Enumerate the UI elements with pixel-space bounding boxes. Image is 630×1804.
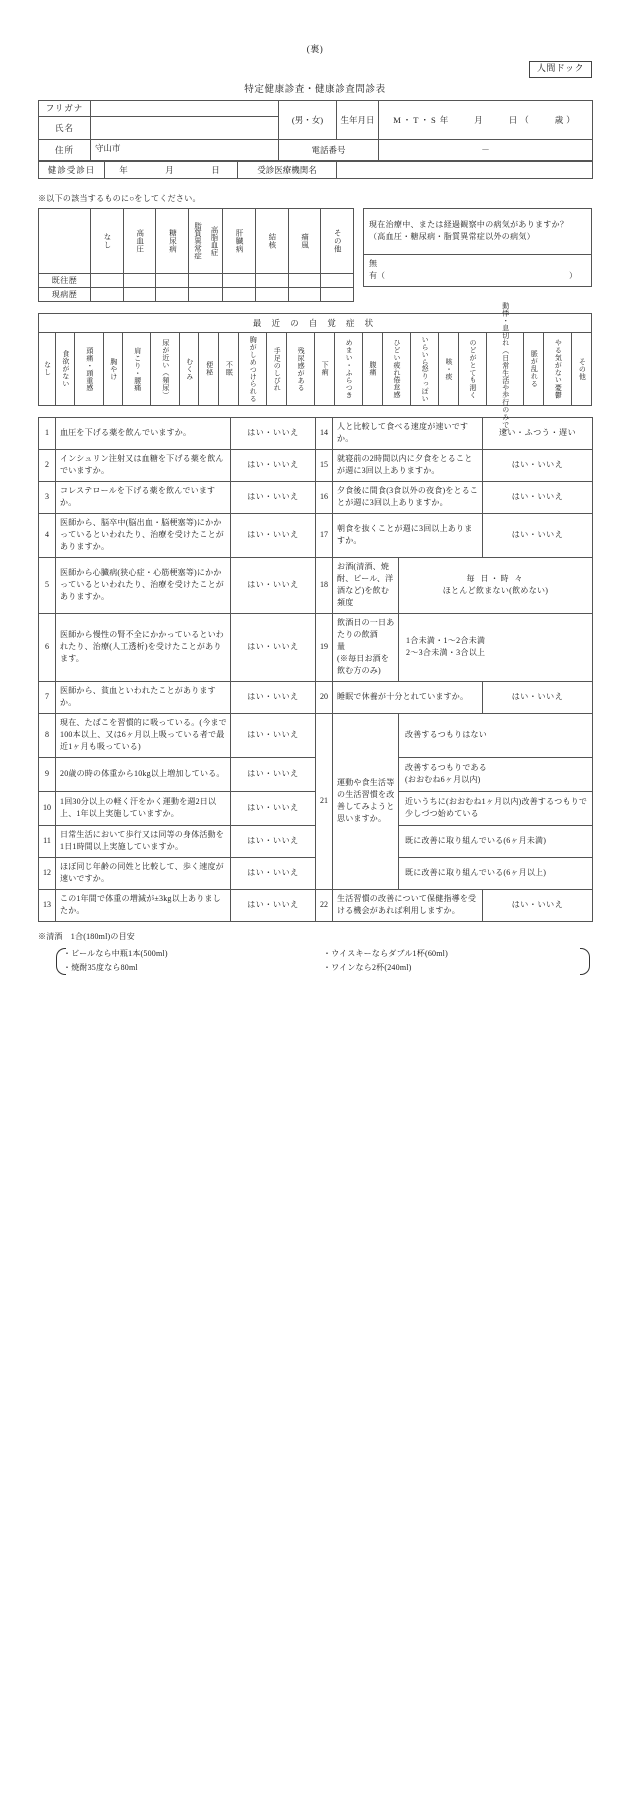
tel-label: 電話番号 — [279, 139, 379, 160]
q16-number: 16 — [316, 481, 333, 513]
q22-text: 生活習慣の改善について保健指導を受ける機会があれば利用しますか。 — [333, 889, 483, 921]
history-col-liver: 肝臓病 — [223, 208, 256, 273]
q4-answer[interactable]: はい・いいえ — [231, 513, 316, 557]
personal-info-table — [38, 100, 593, 161]
q7-answer[interactable]: はい・いいえ — [231, 681, 316, 713]
symptom-cell-palpitations[interactable]: 動悸・息切れ （日常生活や 歩行のみで） — [486, 332, 523, 405]
q14-answer[interactable]: 速い・ふつう・遅い — [483, 417, 593, 449]
q21-option-3[interactable]: 近いうちに(おおむね1ヶ月以内)改善するつもりで少しづつ始めている — [399, 791, 593, 825]
q17-number: 17 — [316, 513, 333, 557]
birthdate-pattern: 年 月 日（ 歳） — [439, 114, 578, 125]
q19-answer-line2[interactable]: 2～3合未満・3合以上 — [406, 648, 486, 658]
brace-left-icon — [54, 946, 63, 978]
q8-number: 8 — [39, 713, 56, 757]
q10-answer[interactable]: はい・いいえ — [231, 791, 316, 825]
history-treatment-zone — [38, 208, 592, 302]
sex-label[interactable]: (男・女) — [279, 100, 337, 139]
q21-option-1[interactable]: 改善するつもりはない — [399, 713, 593, 757]
history-cell[interactable] — [189, 287, 223, 301]
footnote-section — [38, 931, 592, 977]
q5-number: 5 — [39, 557, 56, 613]
table-row — [39, 481, 593, 513]
exam-date-label: 健診受診日 — [39, 161, 105, 178]
q18-number: 18 — [316, 557, 333, 613]
questionnaire-page — [0, 42, 630, 973]
table-row — [39, 100, 593, 116]
q3-number: 3 — [39, 481, 56, 513]
history-cell[interactable] — [156, 273, 189, 287]
q18-text: お酒(清酒、焼酎、ビール、洋酒など)を飲む頻度 — [333, 557, 399, 613]
tel-field[interactable]: － — [379, 139, 593, 160]
symptom-cell-no-appetite[interactable]: 食欲がない — [55, 332, 75, 405]
treatment-wrap — [363, 208, 592, 287]
symptom-cell-thirst[interactable]: のどがとても 渇く — [458, 332, 486, 405]
q19-answer-line1[interactable]: 1合未満・1～2合未満 — [406, 636, 486, 646]
disease-history-table — [38, 208, 354, 302]
footnote-columns — [63, 946, 583, 978]
q11-answer[interactable]: はい・いいえ — [231, 825, 316, 857]
q18-answer-line2[interactable]: ほとんど飲まない(飲めない) — [442, 586, 549, 596]
q16-answer[interactable]: はい・いいえ — [483, 481, 593, 513]
table-row — [39, 513, 593, 557]
brace-right-icon — [583, 946, 592, 978]
table-row — [39, 613, 593, 681]
q8-text: 現在、たばこを習慣的に吸っている。(今まで100本以上、又は6ヶ月以上吸っている者で最近1ヶ月も吸っている) — [56, 713, 231, 757]
history-cell[interactable] — [123, 273, 156, 287]
q15-answer[interactable]: はい・いいえ — [483, 449, 593, 481]
q1-text: 血圧を下げる薬を飲んでいますか。 — [56, 417, 231, 449]
q10-number: 10 — [39, 791, 56, 825]
symptom-cell-fatigue[interactable]: ひどい疲れ 倦怠感 — [382, 332, 410, 405]
q12-text: ほぼ同じ年齢の同姓と比較して、歩く速度が速いですか。 — [56, 857, 231, 889]
q22-number: 22 — [316, 889, 333, 921]
q20-text: 睡眠で休養が十分とれていますか。 — [333, 681, 483, 713]
q7-text: 医師から、貧血といわれたことがありますか。 — [56, 681, 231, 713]
table-row — [39, 557, 593, 613]
symptom-cell-abdominal-pain[interactable]: 腹痛 — [362, 332, 382, 405]
footnote-wine: ・ワインなら2杯(240ml) — [323, 963, 412, 973]
q16-text: 夕食後に間食(3食以外の夜食)をとることが週に3回以上ありますか。 — [333, 481, 483, 513]
table-row — [39, 139, 593, 160]
questions-table — [38, 417, 593, 922]
footnote-beer: ・ビールなら中瓶1本(500ml) — [63, 948, 168, 958]
q21-option-2[interactable]: 改善するつもりである (おおむね6ヶ月以内) — [399, 757, 593, 791]
exam-date-field[interactable]: 年 月 日 — [105, 161, 238, 178]
q15-number: 15 — [316, 449, 333, 481]
q18-answer-line1[interactable]: 毎 日・時 々 — [466, 574, 525, 584]
footnote-heading: ※清酒 1合(180ml)の目安 — [38, 931, 135, 941]
symptom-cell-numbness[interactable]: 手足のしびれ — [267, 332, 287, 405]
table-row — [39, 681, 593, 713]
footnote-whisky: ・ウイスキーならダブル1杯(60ml) — [323, 948, 448, 958]
history-col-other: その他 — [321, 208, 354, 273]
q19-text: 飲酒日の一日あたりの飲酒 量 (※毎日お酒を飲む方のみ) — [333, 613, 399, 681]
q17-answer[interactable]: はい・いいえ — [483, 513, 593, 557]
q9-answer[interactable]: はい・いいえ — [231, 757, 316, 791]
q20-answer[interactable]: はい・いいえ — [483, 681, 593, 713]
q9-number: 9 — [39, 757, 56, 791]
symptom-cell-irritability[interactable]: いらいら 怒りっぽい — [410, 332, 438, 405]
history-col-diabetes: 糖尿病 — [156, 208, 189, 273]
q2-answer[interactable]: はい・いいえ — [231, 449, 316, 481]
history-cell[interactable] — [288, 273, 321, 287]
q20-number: 20 — [316, 681, 333, 713]
q9-text: 20歳の時の体重から10kg以上増加している。 — [56, 757, 231, 791]
symptom-cell-stiff-shoulder[interactable]: 肩こり・腰痛 — [123, 332, 151, 405]
q5-text: 医師から心臓病(狭心症・心筋梗塞等)にかかっているといわれたり、治療を受けたことがありますか。 — [56, 557, 231, 613]
history-cell[interactable] — [255, 273, 288, 287]
table-row — [39, 332, 592, 405]
birthdate-label: 生年月日 — [337, 100, 379, 139]
q22-answer[interactable]: はい・いいえ — [483, 889, 593, 921]
table-row — [39, 713, 593, 757]
symptom-cell-swelling[interactable]: むくみ — [179, 332, 199, 405]
q19-number: 19 — [316, 613, 333, 681]
treatment-answer[interactable] — [364, 254, 592, 286]
institution-label: 受診医療機関名 — [238, 161, 337, 178]
q19-answer[interactable] — [399, 613, 593, 681]
treatment-answer-none[interactable]: 無 — [369, 258, 377, 268]
symptom-cell-irregular-pulse[interactable]: 脈が乱れる — [524, 332, 544, 405]
institution-field[interactable] — [337, 161, 593, 178]
q2-number: 2 — [39, 449, 56, 481]
footnote-col-left — [63, 947, 323, 977]
current-treatment-table — [363, 208, 592, 287]
q21-option-4[interactable]: 既に改善に取り組んでいる(6ヶ月未満) — [399, 825, 593, 857]
symptom-cell-constipation[interactable]: 便秘 — [199, 332, 219, 405]
history-col-hypertension: 高血圧 — [123, 208, 156, 273]
history-cell[interactable] — [156, 287, 189, 301]
q21-text: 運動や食生活等の生活習慣を改善してみようと思いますか。 — [333, 713, 399, 889]
symptoms-title: 最 近 の 自 覚 症 状 — [38, 313, 592, 332]
q4-text: 医師から、脳卒中(脳出血・脳梗塞等)にかかっているといわれたり、治療を受けたことがありますか。 — [56, 513, 231, 557]
q13-text: この1年間で体重の増減が±3kg以上ありましたか。 — [56, 889, 231, 921]
birthdate-field[interactable] — [379, 100, 593, 139]
q1-number: 1 — [39, 417, 56, 449]
q6-answer[interactable]: はい・いいえ — [231, 613, 316, 681]
table-row — [39, 449, 593, 481]
history-col-gout: 痛風 — [288, 208, 321, 273]
table-row — [39, 273, 354, 287]
q6-number: 6 — [39, 613, 56, 681]
era-label: M・T・S — [393, 114, 438, 125]
q15-text: 就寝前の2時間以内に夕食をとることが週に3回以上ありますか。 — [333, 449, 483, 481]
q14-text: 人と比較して食べる速度が速いですか。 — [333, 417, 483, 449]
name-field[interactable] — [91, 116, 279, 139]
symptom-cell-insomnia[interactable]: 不眠 — [219, 332, 239, 405]
q7-number: 7 — [39, 681, 56, 713]
q3-text: コレステロールを下げる薬を飲んでいますか。 — [56, 481, 231, 513]
furigana-label: フリガナ — [39, 100, 91, 116]
q21-number: 21 — [316, 713, 333, 889]
q12-answer[interactable]: はい・いいえ — [231, 857, 316, 889]
questions-section — [38, 417, 592, 922]
table-row — [39, 889, 593, 921]
page-title: 特定健康診査・健康診査問診表 — [244, 84, 386, 95]
q11-text: 日常生活において歩行又は同等の身体活動を1日1時間以上実施していますか。 — [56, 825, 231, 857]
q4-number: 4 — [39, 513, 56, 557]
symptom-cell-cough[interactable]: 咳・痰 — [438, 332, 458, 405]
symptom-cell-frequent-urination[interactable]: 尿が近い （頻尿） — [151, 332, 179, 405]
history-row-past-label: 既往歴 — [39, 273, 91, 287]
q2-text: インシュリン注射又は血糖を下げる薬を飲んでいますか。 — [56, 449, 231, 481]
symptom-cell-residual-urine[interactable]: 残尿感がある — [286, 332, 314, 405]
q11-number: 11 — [39, 825, 56, 857]
furigana-field[interactable] — [91, 100, 279, 116]
q12-number: 12 — [39, 857, 56, 889]
q10-text: 1回30分以上の軽く汗をかく運動を週2日以上、1年以上実施していますか。 — [56, 791, 231, 825]
table-row — [39, 161, 593, 178]
history-cell[interactable] — [189, 273, 223, 287]
history-cell[interactable] — [255, 287, 288, 301]
q14-number: 14 — [316, 417, 333, 449]
q8-answer[interactable]: はい・いいえ — [231, 713, 316, 757]
symptom-cell-headache[interactable]: 頭痛・頭重感 — [75, 332, 103, 405]
q3-answer[interactable]: はい・いいえ — [231, 481, 316, 513]
circle-instruction: ※以下の該当するものに○をしてください。 — [38, 193, 201, 203]
symptom-cell-chest-tightness[interactable]: 胸がしめつけ られる — [238, 332, 266, 405]
table-row — [364, 254, 592, 286]
q13-number: 13 — [39, 889, 56, 921]
treatment-question: 現在治療中、または経過観察中の病気がありますか？ （高血圧・糖尿病・脂質異常症以外の病気） — [364, 208, 592, 254]
exam-date-table — [38, 161, 593, 179]
history-col-tuberculosis: 結核 — [255, 208, 288, 273]
treatment-answer-yes[interactable]: 有（ ） — [369, 270, 577, 280]
side-marker: (裏) — [306, 44, 324, 54]
footnote-col-right — [323, 947, 583, 977]
q5-answer[interactable]: はい・いいえ — [231, 557, 316, 613]
history-col-dyslipidemia: 脂質異常症 高脂血症 — [189, 208, 223, 273]
history-corner-cell — [39, 208, 91, 273]
dock-badge-row — [38, 61, 592, 78]
table-row — [364, 208, 592, 254]
q21-option-5[interactable]: 既に改善に取り組んでいる(6ヶ月以上) — [399, 857, 593, 889]
table-row — [39, 208, 354, 273]
history-cell[interactable] — [321, 287, 354, 301]
q6-text: 医師から慢性の腎不全にかかっているといわれたり、治療(人工透析)を受けたことがあります。 — [56, 613, 231, 681]
history-cell[interactable] — [123, 287, 156, 301]
symptom-cell-depression[interactable]: やる気がない 憂鬱 — [543, 332, 571, 405]
name-label: 氏名 — [39, 116, 91, 139]
symptom-cell-dizziness[interactable]: めまい・ ふらつき — [334, 332, 362, 405]
history-cell[interactable] — [288, 287, 321, 301]
symptom-cell-none[interactable]: なし — [39, 332, 56, 405]
q17-text: 朝食を抜くことが週に3回以上ありますか。 — [333, 513, 483, 557]
history-cell[interactable] — [91, 273, 124, 287]
footnote-shochu: ・焼酎35度なら80ml — [63, 963, 138, 973]
address-field[interactable]: 守山市 — [91, 139, 279, 160]
table-row — [39, 287, 354, 301]
q18-answer[interactable] — [399, 557, 593, 613]
symptom-cell-heartburn[interactable]: 胸やけ — [103, 332, 123, 405]
dock-badge: 人間ドック — [529, 61, 592, 78]
history-row-current-label: 現病歴 — [39, 287, 91, 301]
address-label: 住所 — [39, 139, 91, 160]
q1-answer[interactable]: はい・いいえ — [231, 417, 316, 449]
history-cell[interactable] — [321, 273, 354, 287]
history-cell[interactable] — [91, 287, 124, 301]
symptom-cell-other[interactable]: その他 — [572, 332, 592, 405]
symptom-cell-diarrhea[interactable]: 下痢 — [314, 332, 334, 405]
history-col-none: なし — [91, 208, 124, 273]
history-cell[interactable] — [223, 287, 256, 301]
footnote-brace-group — [54, 946, 592, 978]
history-cell[interactable] — [223, 273, 256, 287]
history-wrap — [38, 208, 354, 302]
q13-answer[interactable]: はい・いいえ — [231, 889, 316, 921]
